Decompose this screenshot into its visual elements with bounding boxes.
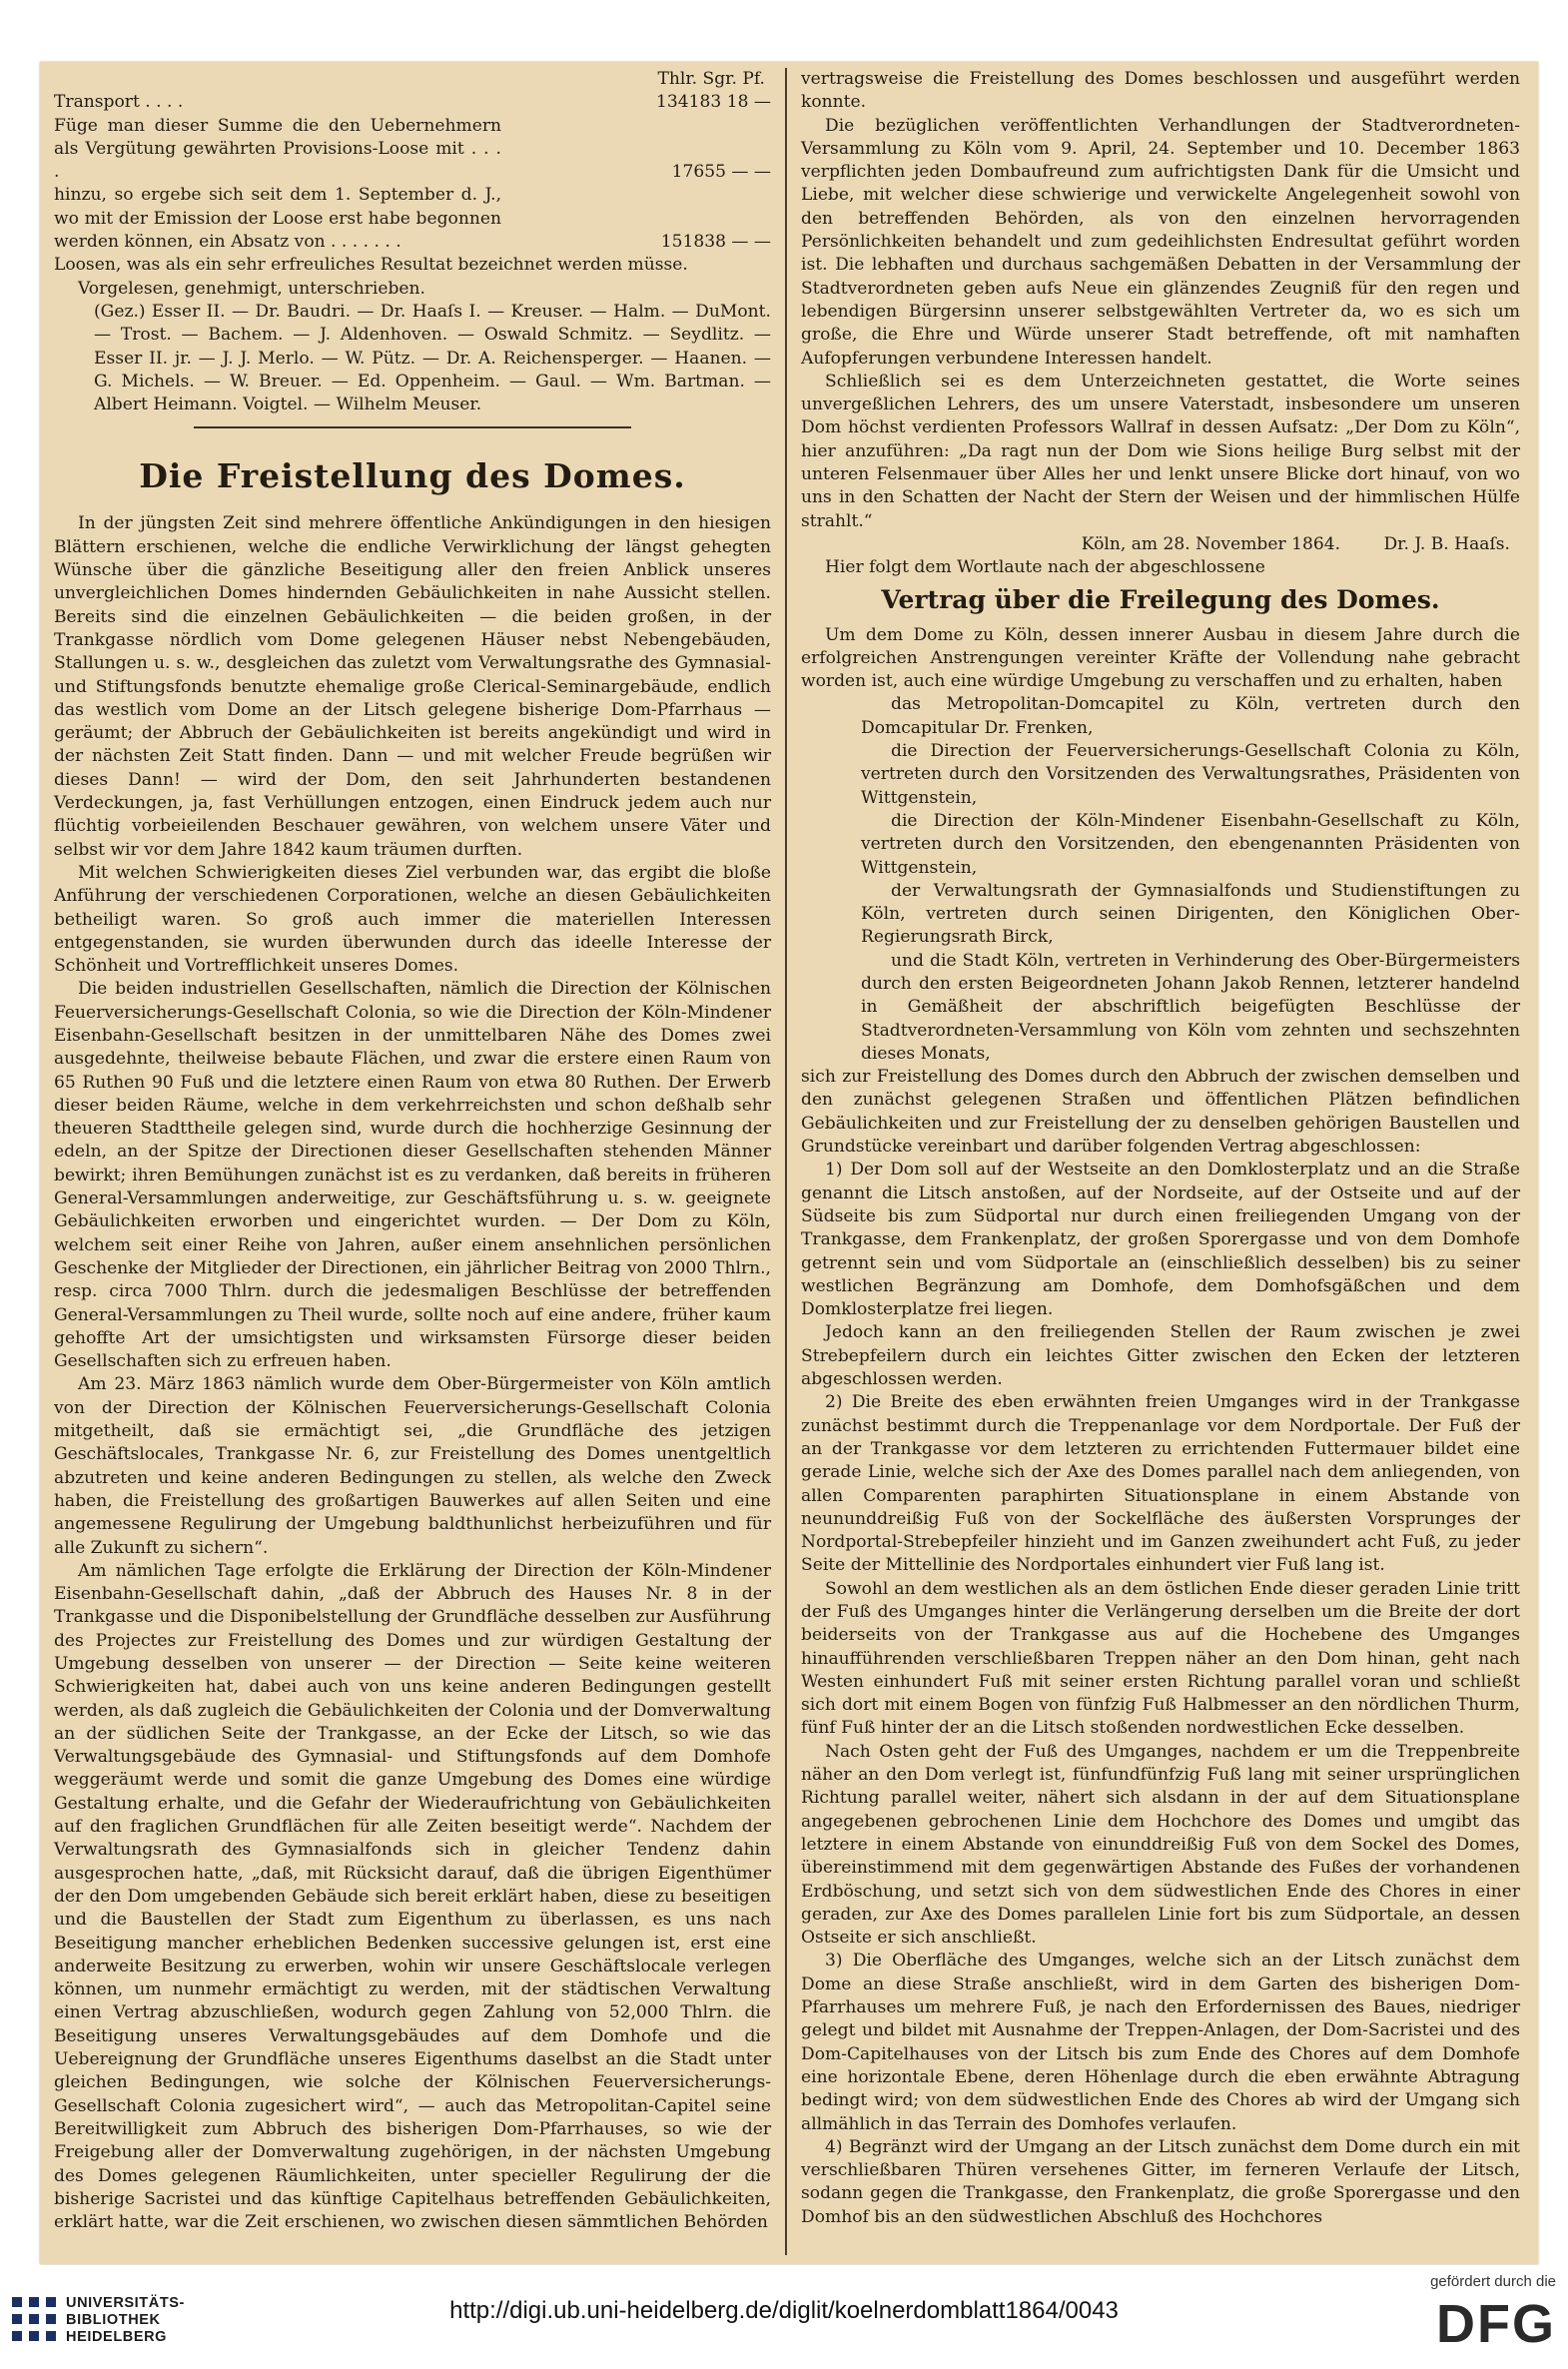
funding-note: gefördert durch die — [1430, 2273, 1556, 2290]
contract-article: 3) Die Oberfläche des Umganges, welche sich an der Litsch zunächst dem Dome an diese Straße anschließt, wird in dem Garten des bisherigen Dom-Pfarrhauses um mehrere Fuß, je nach den Erfordernissen des Baues, niedriger gelegt und bildet mit Ausnahme der Treppen-Anlagen, der Dom-Sacristei und des Dom-Capitelhauses von der Litsch bis zum Ende des Chores auf dem Domhofe eine horizontale Ebene, deren Höhenlage durch die eben erwähnte Abtragung bedingt wird; von dem südwestlichen Ende des Chores ab wird der Umgang sich allmählich in das Terrain des Domhofes verlaufen. — [801, 1951, 1520, 2134]
contract-party: die Direction der Feuerversicherungs-Gesellschaft Colonia zu Köln, vertreten durch den Vorsitzenden des Verwaltungsrathes, Präsidenten von Wittgenstein, — [861, 741, 1520, 808]
paragraph: In der jüngsten Zeit sind mehrere öffentliche Ankündigungen in den hiesigen Blättern erschienen, welche die endliche Verwirklichung der längst gehegten Wünsche über die gänzliche Beseitigung aller den freien Anblick unseres unvergleichlichen Domes hindernden Gebäulichkeiten in nahe Aussicht stellen. Bereits sind die einzelnen Gebäulichkeiten — die beiden großen, in der Trankgasse nördlich vom Dome gelegenen Häuser nebst Nebengebäuden, Stallungen u. s. w., desgleichen das zuletzt vom Verwaltungsrathe des Gymnasial- und Stiftungsfonds benutzte ehemalige große Clerical-Seminargebäude, endlich das westlich vom Dome an der Litsch gelegene bisherige Dom-Pfarrhaus — geräumt; der Abbruch der Gebäulichkeiten ist bereits angekündigt und wird in der nächsten Zeit Statt finden. Dann — und mit welcher Freude begrüßen wir dieses Dann! — wird der Dom, den seit Jahrhunderten bestandenen Verdeckungen, ja, fast Verhüllungen entzogen, einen Eindruck jedem auch nur flüchtig vorbeieilenden Beschauer gewähren, von welchem unsere Väter und selbst wir vor dem Jahre 1842 kaum träumen durften. — [54, 513, 771, 860]
contract-article: 4) Begränzt wird der Umgang an der Litsch zunächst dem Dome durch ein mit verschließbaren Thüren versehenes Gitter, im ferneren Verlaufe der Litsch, sodann gegen die Trankgasse, den Frankenplatz, die große Sporergasse und den Domhof bis an den südwestlichen Abschluß des Hochchores — [801, 2136, 1520, 2227]
contract-article: 1) Der Dom soll auf der Westseite an den Domklosterplatz und an die Straße genannt die Litsch anstoßen, auf der Nordseite, auf der Ostseite und auf der Südseite bis zum Südportal nur durch einen freiliegenden Umgang von der Trankgasse, dem Frankenplatz, der großen Sporergasse und von dem Domhofe getrennt sein und vom Südportale an (einschließlich desselben) bis zu seiner westlichen Begränzung am Domhofe, dem Domhofsgäßchen und dem Domklosterplatze frei liegen. — [801, 1160, 1520, 1320]
account-row-value: 134183 18 — — [656, 92, 771, 113]
paragraph: Am nämlichen Tage erfolgte die Erklärung der Direction der Köln-Mindener Eisenbahn-Gesellschaft dahin, „daß der Abbruch des Hauses Nr. 8 in der Trankgasse und die Disponibelstellung der Grundfläche desselben zur Ausführung des Projectes zur Freistellung des Domes und zur würdigen Gestaltung der Umgebung desselben von unserer — der Direction — Seite keine weiteren Schwierigkeiten hat, dabei auch von uns keine anderen Bedingungen gestellt werden, als daß zugleich die Gebäulichkeiten der Colonia und der Domverwaltung an der südlichen Seite der Trankgasse, an der Ecke der Litsch, so wie das Verwaltungsgebäude des Gymnasial- und Stiftungsfonds auf dem Domhofe weggeräumt werde und somit die ganze Umgebung des Domes eine würdige Gestaltung erhalte, und die Gefahr der Wiederaufrichtung von Gebäulichkeiten auf den fraglichen Grundflächen für alle Zeiten beseitigt werde“. Nachdem der Verwaltungsrath des Gymnasialfonds sich in gleicher Tendenz dahin ausgesprochen hatte, „daß, mit Rücksicht darauf, daß die übrigen Eigenthümer der den Dom umgebenden Gebäude sich bereit erklärt haben, diese zu beseitigen und die Baustellen der Stadt zum Eigenthum zu überlassen, es uns nach Beseitigung mancher erheblichen Bedenken successive gelungen ist, erst eine anderweite Besitzung zu erwerben, wohin wir unsere Geschäftslocale verlegen können, um nunmehr ermächtigt zu werden, mit der städtischen Verwaltung einen Vertrag abzuschließen, wodurch gegen Zahlung von 52,000 Thlrn. die Beseitigung unseres Verwaltungsgebäudes auf dem Domhofe und die Uebereignung der Grundfläche unseres Eigenthums daselbst an die Stadt unter gleichen Bedingungen, wie solche der Kölnischen Feuerversicherungs-Gesellschaft Colonia zugesichert wird“, — auch das Metropolitan-Capitel seine Bereitwilligkeit zum Abbruch des bisherigen Dom-Pfarrhauses, so wie der Freigebung aller der Domverwaltung zugehörigen, in der nächsten Umgebung des Domes gelegenen Räumlichkeiten, unter specieller Regulirung der die bisherige Sacristei und das künftige Capitelhaus betreffenden Gebäulichkeiten, erklärt hatte, war die Zeit erschienen, wo zwischen diesen sämmtlichen Behörden — [54, 1560, 771, 2233]
contract-agreement: sich zur Freistellung des Domes durch den Abbruch der zwischen demselben und den zunächst gelegenen Straßen und öffentlichen Plätzen befindlichen Gebäulichkeiten und zur Freistellung der zu denselben gehörigen Baustellen und Grundstücke vereinbart und darüber folgenden Vertrag abgeschlossen: — [801, 1067, 1520, 1158]
column-divider — [785, 68, 787, 2255]
contract-party: der Verwaltungsrath der Gymnasialfonds und Studienstiftungen zu Köln, vertreten durch seinen Dirigenten, den Königlichen Ober-Regierungsrath Birck, — [861, 880, 1520, 948]
contract-article: 2) Die Breite des eben erwähnten freien Umganges wird in der Trankgasse zunächst bestimmt durch die Treppenanlage vor dem Nordportale. Der Fuß der an der Trankgasse vor dem letzteren zu errichtenden Futtermauer bildet eine gerade Linie, welche sich der Axe des Domes parallel nach dem anliegenden, von allen Comparenten paraphirten Situationsplane in einem Abstande von neununddreißig Fuß von der Sockelfläche des äußersten Vorsprunges der Nordportal-Strebepfeiler hinzieht und im Ganzen zweihundert acht Fuß, zu jeder Seite der Mittellinie des Nordportales einhundert vier Fuß lang ist. — [801, 1392, 1520, 1576]
author-signature: Köln, am 28. November 1864. Dr. J. B. Haaſs. — [1081, 533, 1510, 554]
contract-preamble: Um dem Dome zu Köln, dessen innerer Ausbau in diesem Jahre durch die erfolgreichen Anstrengungen vereinter Kräfte der Vollendung nahe gebracht worden ist, auch eine würdige Umgebung zu verschaffen und zu erhalten, haben — [801, 624, 1520, 692]
account-row — [54, 115, 771, 185]
paragraph: Am 23. März 1863 nämlich wurde dem Ober-Bürgermeister von Köln amtlich von der Direction der Kölnischen Feuerversicherungs-Gesellschaft Colonia mitgetheilt, daß sie ermächtigt sei, „die Grundfläche des jetzigen Geschäftslocales, Trankgasse Nr. 6, zur Freistellung des Domes unentgeltlich abzutreten und keine anderen Bedingungen zu stellen, als welche den Zweck haben, die Freistellung des großartigen Bauwerkes auf allen Seiten und eine angemessene Regulirung der Umgebung baldthunlichst herbeizuführen und für alle Zukunft zu sichern“. — [54, 1374, 771, 1558]
article-heading: Die Freistellung des Domes. — [139, 456, 686, 496]
left-column — [54, 68, 771, 2234]
paragraph: Die bezüglichen veröffentlichten Verhandlungen der Stadtverordneten-Versammlung zu Köln vom 9. April, 24. September und 10. December 1863 verpflichten jeden Dombaufreund zum aufrichtigsten Dank für die Umsicht und Liebe, mit welcher diese schwierige und verwickelte Angelegenheit sowohl von den betreffenden Behörden, als von den einzelnen hervorragenden Persönlichkeiten behandelt und zum gedeihlichsten Endresultat geführt worden ist. Die lebhaften und durchaus sachgemäßen Debatten in der Versammlung der Stadtverordneten geben aufs Neue ein glänzendes Zeugniß für den regen und lebendigen Bürgersinn unserer selbstgewählten Vertreter da, wo es sich um große, die Ehre und Würde unserer Stadt betreffende, oft mit namhaften Aufopferungen verbundene Interessen handelt. — [801, 115, 1520, 369]
contract-party: und die Stadt Köln, vertreten in Verhinderung des Ober-Bürgermeisters durch den ersten Beigeordneten Johann Jakob Rennen, letzterer handelnd in Gemäßheit der abschriftlich beigefügten Beschlüsse der Stadtverordneten-Versammlung von Köln vom zehnten und sechszehnten dieses Monats, — [861, 950, 1520, 1064]
signer-list: (Gez.) Esser II. — Dr. Baudri. — Dr. Haaſs I. — Kreuser. — Halm. — DuMont. — Trost. — Bachem. — J. Aldenhoven. — Oswald Schmitz. — Seydlitz. — Esser II. jr. — J. J. Merlo. — W. Pütz. — Dr. A. Reichensperger. — Haanen. — G. Michels. — W. Breuer. — Ed. Oppenheim. — Gaul. — Wm. Bartman. — Albert Heimann. Voigtel. — Wilhelm Meuser. — [94, 301, 771, 415]
paragraph: Schließlich sei es dem Unterzeichneten gestattet, die Worte seines unvergeßlichen Lehrers, des um unsere Vaterstadt, insbesondere um unseren Dom höchst verdienten Professors Wallraf in dessen Aufsatz: „Der Dom zu Köln“, hier anzuführen: „Da ragt nun der Dom wie Sions heilige Burg selbst mit der unteren Felsenmauer über Alles her und lenkt unsere Blicke dort hinauf, von wo uns in den Schatten der Nacht der Stern der Weisen und der himmlischen Hülfe strahlt.“ — [801, 371, 1520, 531]
account-row-text: hinzu, so ergebe sich seit dem 1. September d. J., wo mit der Emission der Loose erst habe begonnen werden können, ein Absatz von . . . . . . . — [54, 185, 501, 253]
account-row — [54, 91, 771, 114]
newspaper-page — [40, 62, 1538, 2264]
contract-party: das Metropolitan-Domcapitel zu Köln, vertreten durch den Domcapitular Dr. Frenken, — [861, 694, 1520, 738]
account-row-text: Transport . . . . — [54, 92, 184, 113]
paragraph: Mit welchen Schwierigkeiten dieses Ziel verbunden war, das ergibt die bloße Anführung der verschiedenen Corporationen, welche an diesen Gebäulichkeiten betheiligt waren. So groß auch immer die materiellen Interessen entgegenstanden, sie wurden überwunden durch das ideelle Interesse der Schönheit und Vortrefflichkeit unseres Domes. — [54, 862, 771, 977]
account-row — [54, 184, 771, 254]
paragraph: Die beiden industriellen Gesellschaften, nämlich die Direction der Kölnischen Feuerversicherungs-Gesellschaft Colonia, so wie die Direction der Köln-Mindener Eisenbahn-Gesellschaft besitzen in der unmittelbaren Nähe des Domes zwei ausgedehnte, theilweise bebaute Flächen, und zwar die erstere einen Raum von 65 Ruthen 90 Fuß und die letztere einen Raum von etwa 80 Ruthen. Der Erwerb dieser beiden Räume, welche in dem verkehrreichsten und schon deßhalb sehr theueren Stadttheile gelegen sind, wurde durch die hochherzige Gesinnung der edeln, an der Spitze der Directionen dieser Gesellschaften stehenden Männer bewirkt; ihren Bemühungen zunächst ist es zu verdanken, daß bereits in früheren General-Versammlungen anderweitige, zur Geschäftsführung u. s. w. geeignete Gebäulichkeiten erworben und eingerichtet wurden. — Der Dom zu Köln, welchem seit einer Reihe von Jahren, außer einem ansehnlichen persönlichen Geschenke der Mitglieder der Directionen, ein jährlicher Beitrag von 2000 Thlrn., resp. circa 7000 Thlrn. durch die jedesmaligen Beschlüsse der betreffenden General-Versammlungen zu Theil wurde, sollte noch auf eine andere, früher kaum gehoffte Art der umsichtigsten und wirksamsten Fürsorge dieser beiden Gesellschaften sich zu erfreuen haben. — [54, 979, 771, 1372]
source-url[interactable]: http://digi.ub.uni-heidelberg.de/diglit/koelnerdomblatt1864/0043 — [449, 2297, 1119, 2324]
right-column — [801, 68, 1520, 2229]
contract-article: Jedoch kann an den freiliegenden Stellen der Raum zwischen je zwei Strebepfeilern durch ein leichtes Gitter zwischen den Ecken der letzteren abgeschlossen werden. — [801, 1322, 1520, 1390]
contract-party: die Direction der Köln-Mindener Eisenbahn-Gesellschaft zu Köln, vertreten durch den Vorsitzenden, den ebengenannten Präsidenten von Wittgenstein, — [861, 810, 1520, 878]
account-row-value: 17655 — — — [671, 162, 771, 183]
paragraph: vertragsweise die Freistellung des Domes beschlossen und ausgeführt werden konnte. — [801, 69, 1520, 113]
account-row-text: Füge man dieser Summe die den Uebernehmern als Vergütung gewährten Provisions-Loose mit . . . . — [54, 115, 501, 183]
account-column-headings: Thlr. Sgr. Pf. — [657, 69, 765, 89]
account-closing: Loosen, was als ein sehr erfreuliches Resultat bezeichnet werden müsse. — [54, 255, 688, 276]
institution-line: UNIVERSITÄTS- — [66, 2295, 185, 2311]
section-divider — [194, 426, 631, 428]
dfg-logo: DFG — [1436, 2294, 1556, 2354]
contract-article: Sowohl an dem westlichen als an dem östlichen Ende dieser geraden Linie tritt der Fuß des Umganges hinter die Verlängerung derselben um die Breite der dort beiderseits von der Trankgasse aus auf die Hochebene des Umganges hinaufführenden verschließbaren Treppen näher an den Dom hinan, geht nach Westen einhundert Fuß mit seiner ersten Richtung parallel voran und schließt sich dort mit einem Bogen von fünfzig Fuß Halbmesser an den nördlichen Thurm, fünf Fuß hinter der an die Litsch stoßenden nordwestlichen Ecke desselben. — [801, 1578, 1520, 1739]
account-row-value: 151838 — — — [660, 232, 771, 253]
contract-intro-line: Hier folgt dem Wortlaute nach der abgeschlossene — [825, 557, 1265, 578]
footer-bar — [0, 2265, 1568, 2369]
approval-note: Vorgelesen, genehmigt, unterschrieben. — [78, 278, 425, 299]
contract-article: Nach Osten geht der Fuß des Umganges, nachdem er um die Treppenbreite näher an den Dom verlegt ist, fünfundfünfzig Fuß lang mit seiner ursprünglichen Richtung parallel weiter, nähert sich alsdann in der auf dem Situationsplane angegebenen gebrochenen Linie dem Hochchore des Domes und umgibt das letztere in einem Abstande von einunddreißig Fuß von dem Sockel des Domes, übereinstimmend mit dem gegenwärtigen Abstande des Fußes der vorhandenen Erdböschung, und setzt sich von dem südwestlichen Ende des Chores in einer geraden, zur Axe des Domes parallelen Linie fort bis zum Südportale, an dessen Ostseite er sich anschließt. — [801, 1741, 1520, 1949]
contract-heading: Vertrag über die Freilegung des Domes. — [881, 584, 1440, 614]
institution-line: HEIDELBERG — [66, 2329, 168, 2345]
institution-line: BIBLIOTHEK — [66, 2312, 161, 2328]
